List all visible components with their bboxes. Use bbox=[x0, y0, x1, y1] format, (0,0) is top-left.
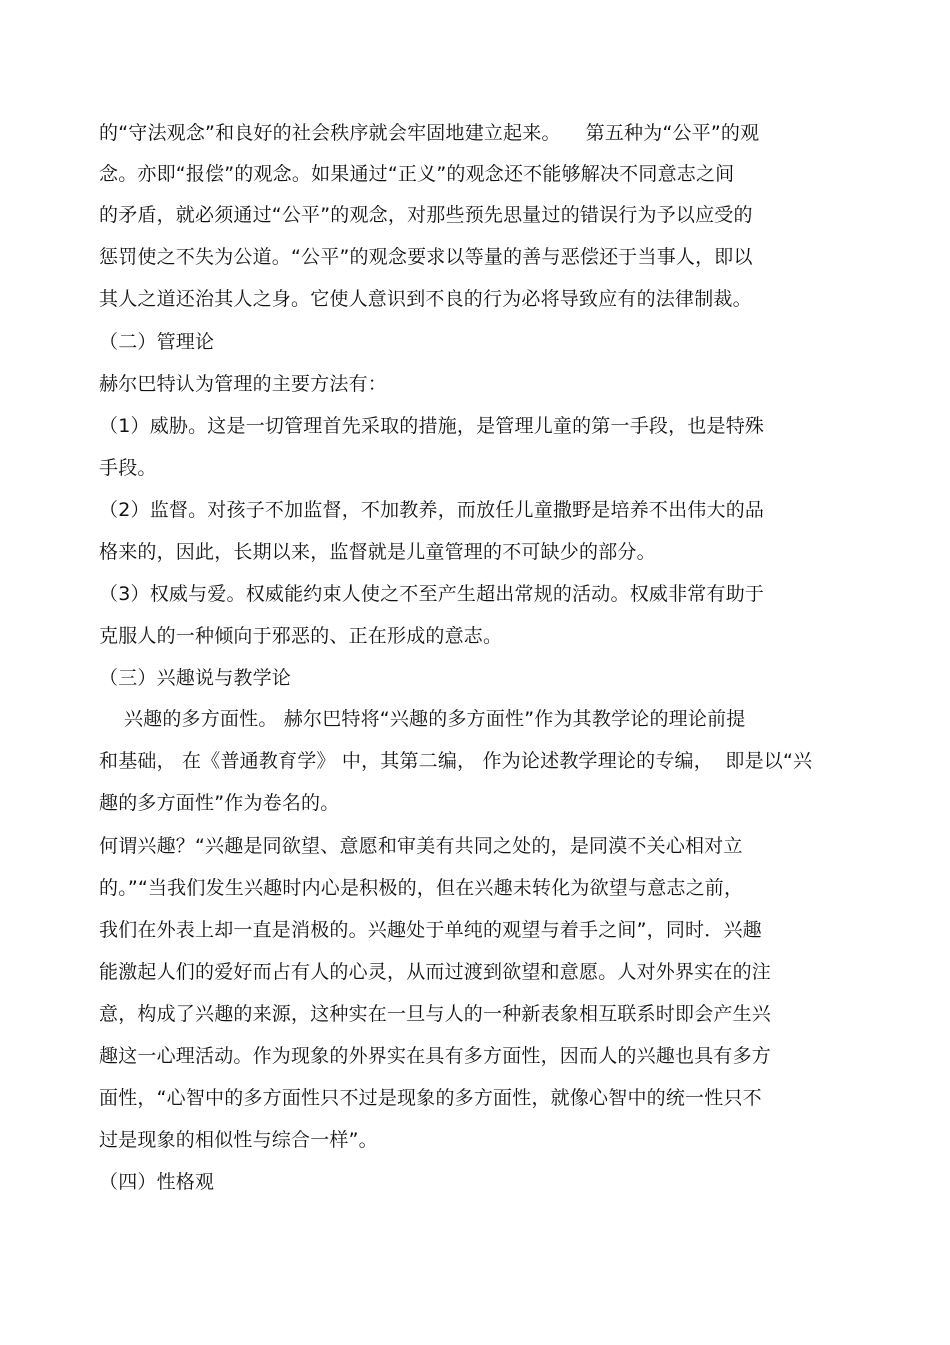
section-heading: （四）性格观 bbox=[99, 1171, 215, 1193]
text-line: 过是现象的相似性与综合一样”。 bbox=[99, 1129, 378, 1151]
text-line: 的“守法观念”和良好的社会秩序就会牢固地建立起来。 第五种为“公平”的观 bbox=[99, 122, 760, 144]
text-line: （2）监督。对孩子不加监督，不加教养，而放任儿童撒野是培养不出伟大的品 bbox=[99, 499, 765, 521]
section-heading: （三）兴趣说与教学论 bbox=[99, 667, 292, 689]
text-line: 面性，“心智中的多方面性只不过是现象的多方面性，就像心智中的统一性只不 bbox=[99, 1087, 762, 1109]
text-line: （3）权威与爱。权威能约束人使之不至产生超出常规的活动。权威非常有助于 bbox=[99, 583, 765, 605]
text-line: 格来的，因此，长期以来，监督就是儿童管理的不可缺少的部分。 bbox=[99, 541, 656, 563]
text-line: 兴趣的多方面性。 赫尔巴特将“兴趣的多方面性”作为其教学论的理论前提 bbox=[99, 708, 746, 730]
text-line: 惩罚使之不失为公道。“公平”的观念要求以等量的善与恶偿还于当事人，即以 bbox=[99, 246, 753, 268]
text-line: 和基础， 在《普通教育学》 中，其第二编， 作为论述教学理论的专编， 即是以“兴 bbox=[99, 750, 813, 772]
text-line: 克服人的一种倾向于邪恶的、正在形成的意志。 bbox=[99, 625, 503, 647]
text-line: 念。亦即“报偿”的观念。如果通过“正义”的观念还不能够解决不同意志之间 bbox=[99, 163, 735, 185]
text-line: 的。”“当我们发生兴趣时内心是积极的，但在兴趣未转化为欲望与意志之前， bbox=[99, 877, 744, 899]
text-line: 能激起人们的爱好而占有人的心灵，从而过渡到欲望和意愿。人对外界实在的注 bbox=[99, 961, 772, 983]
text-line: 我们在外表上却一直是消极的。兴趣处于单纯的观望与着手之间”，同时．兴趣 bbox=[99, 919, 762, 941]
text-line: 手段。 bbox=[99, 457, 157, 479]
text-line: 趣的多方面性”作为卷名的。 bbox=[99, 792, 340, 814]
text-line: 的矛盾，就必须通过“公平”的观念，对那些预先思量过的错误行为予以应受的 bbox=[99, 204, 753, 226]
text-line: （1）威胁。这是一切管理首先采取的措施，是管理儿童的第一手段，也是特殊 bbox=[99, 415, 765, 437]
text-line: 其人之道还治其人之身。它使人意识到不良的行为必将导致应有的法律制裁。 bbox=[99, 288, 752, 310]
text-line: 赫尔巴特认为管理的主要方法有： bbox=[99, 373, 388, 395]
text-line: 意，构成了兴趣的来源，这种实在一旦与人的一种新表象相互联系时即会产生兴 bbox=[99, 1003, 772, 1025]
section-heading: （二）管理论 bbox=[99, 331, 215, 353]
text-line: 趣这一心理活动。作为现象的外界实在具有多方面性，因而人的兴趣也具有多方 bbox=[99, 1045, 772, 1067]
text-line: 何谓兴趣？“兴趣是同欲望、意愿和审美有共同之处的，是同漠不关心相对立 bbox=[99, 835, 743, 857]
